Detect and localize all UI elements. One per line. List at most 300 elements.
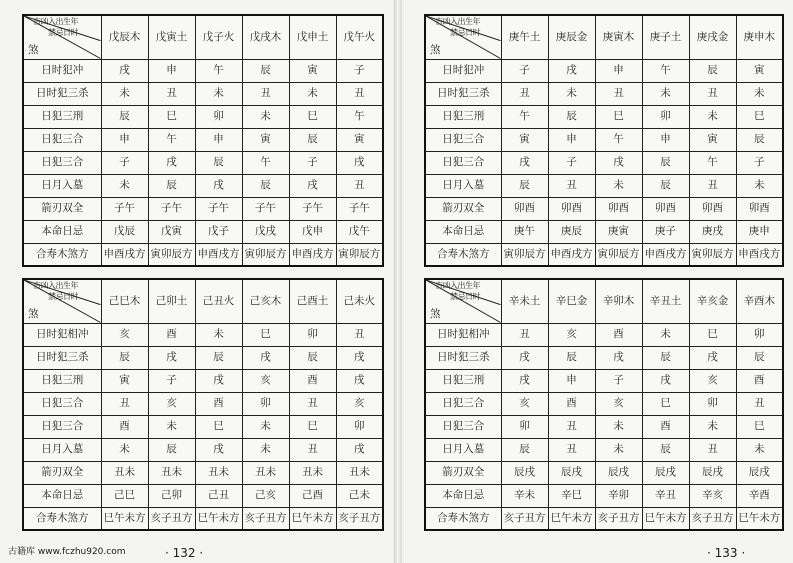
table-cell: 未 (642, 82, 689, 105)
column-header: 庚戌金 (689, 15, 736, 59)
table-cell: 丑 (689, 82, 736, 105)
header-row (425, 279, 783, 323)
column-header: 庚辰金 (548, 15, 595, 59)
table-cell: 未 (101, 82, 148, 105)
table-cell: 戌 (336, 151, 383, 174)
table-cell: 午 (689, 151, 736, 174)
table-cell: 巳午未方 (642, 507, 689, 530)
table-cell: 戌 (336, 438, 383, 461)
table-cell: 丑未 (289, 461, 336, 484)
row-label: 日时犯冲 (23, 59, 101, 82)
column-header: 戊午火 (336, 15, 383, 59)
table-cell: 戌 (595, 151, 642, 174)
table-cell: 寅卯辰方 (148, 243, 195, 266)
row-label: 本命日忌 (425, 220, 501, 243)
table-cell: 未 (195, 323, 242, 346)
table-row (23, 461, 383, 484)
table-cell: 卯酉 (501, 197, 548, 220)
table-cell: 午 (642, 59, 689, 82)
table-cell: 未 (195, 82, 242, 105)
column-header: 戊辰木 (101, 15, 148, 59)
table-cell: 寅 (289, 59, 336, 82)
table-cell: 戌 (548, 59, 595, 82)
table-cell: 丑 (101, 392, 148, 415)
table-cell: 申 (148, 59, 195, 82)
row-label: 本命日忌 (425, 484, 501, 507)
table-cell: 戌 (148, 346, 195, 369)
row-label: 日时犯三杀 (425, 346, 501, 369)
table-row (425, 220, 783, 243)
table-cell: 戊寅 (148, 220, 195, 243)
page-number-left: · 132 · (165, 546, 204, 560)
table-cell: 丑 (289, 438, 336, 461)
table-cell: 丑 (501, 82, 548, 105)
table-cell: 辰 (101, 105, 148, 128)
row-label: 本命日忌 (23, 484, 101, 507)
row-label: 日月入墓 (425, 438, 501, 461)
row-label: 合寿木煞方 (425, 507, 501, 530)
table-row (23, 220, 383, 243)
table-cell: 巳 (148, 105, 195, 128)
table-cell: 丑 (336, 323, 383, 346)
table-row (425, 243, 783, 266)
table-cell: 丑 (548, 174, 595, 197)
table-cell: 己卯 (148, 484, 195, 507)
table-row (425, 484, 783, 507)
header-label-bottom: 煞 (28, 43, 39, 56)
table-cell: 丑 (736, 392, 783, 415)
table-row (23, 128, 383, 151)
header-label-mid: 禁忌日时 (48, 292, 78, 301)
table-cell: 子午 (242, 197, 289, 220)
table-cell: 庚寅 (595, 220, 642, 243)
diagonal-header-cell (23, 15, 101, 59)
row-label: 日犯三合 (23, 151, 101, 174)
footer-site-text: 古籍库 www.fczhu920.com (8, 547, 126, 557)
table-cell: 辰 (548, 346, 595, 369)
row-label: 日时犯三杀 (23, 346, 101, 369)
table-row (425, 128, 783, 151)
page-number-right: · 133 · (707, 546, 746, 560)
table-row (23, 197, 383, 220)
diagonal-header-cell (23, 279, 101, 323)
table-cell: 丑未 (242, 461, 289, 484)
table-cell: 亥子丑方 (501, 507, 548, 530)
table-cell: 丑 (501, 323, 548, 346)
diagonal-header-cell (425, 279, 501, 323)
table-cell: 辛卯 (595, 484, 642, 507)
row-label: 合寿木煞方 (425, 243, 501, 266)
table-cell: 午 (242, 151, 289, 174)
header-label-top: 吉凶入出生年 (33, 281, 78, 290)
table-cell: 戌 (289, 174, 336, 197)
table-cell: 辰 (501, 174, 548, 197)
column-header: 己亥木 (242, 279, 289, 323)
table-cell: 子午 (336, 197, 383, 220)
table-row (23, 105, 383, 128)
table-cell: 子 (595, 369, 642, 392)
column-header: 辛酉木 (736, 279, 783, 323)
column-header: 庚子土 (642, 15, 689, 59)
table-cell: 戌 (501, 346, 548, 369)
row-label: 日时犯冲 (425, 59, 501, 82)
table-cell: 亥 (101, 323, 148, 346)
table-cell: 寅 (336, 128, 383, 151)
table-cell: 未 (595, 415, 642, 438)
table-cell: 寅卯辰方 (595, 243, 642, 266)
table-cell: 戌 (501, 369, 548, 392)
table-cell: 酉 (289, 369, 336, 392)
table-cell: 午 (501, 105, 548, 128)
table-cell: 庚子 (642, 220, 689, 243)
table-cell: 己巳 (101, 484, 148, 507)
table-cell: 寅卯辰方 (689, 243, 736, 266)
table-cell: 亥 (242, 369, 289, 392)
column-header: 辛巳金 (548, 279, 595, 323)
table-cell: 未 (689, 105, 736, 128)
left-page (0, 0, 394, 563)
table-cell: 丑 (336, 82, 383, 105)
table-cell: 戊辰 (101, 220, 148, 243)
book-gutter (394, 0, 402, 563)
table-row (425, 392, 783, 415)
table-cell: 未 (242, 105, 289, 128)
table-cell: 丑 (148, 82, 195, 105)
table-cell: 亥 (548, 323, 595, 346)
table-cell: 子 (289, 151, 336, 174)
table-cell: 巳 (595, 105, 642, 128)
table-cell: 辰 (242, 59, 289, 82)
table-cell: 卯酉 (548, 197, 595, 220)
table-cell: 庚午 (501, 220, 548, 243)
right-page (402, 0, 793, 563)
table-cell: 子午 (101, 197, 148, 220)
table-cell: 卯酉 (595, 197, 642, 220)
header-row (23, 15, 383, 59)
table-cell: 辰 (289, 128, 336, 151)
table-cell: 己未 (336, 484, 383, 507)
table-cell: 辛酉 (736, 484, 783, 507)
table-cell: 申 (595, 59, 642, 82)
column-header: 己酉土 (289, 279, 336, 323)
table-cell: 丑未 (148, 461, 195, 484)
table-cell: 辰 (736, 346, 783, 369)
table-cell: 辰 (736, 128, 783, 151)
header-label-mid: 禁忌日时 (450, 28, 480, 37)
table-cell: 巳午未方 (289, 507, 336, 530)
table-cell: 辰 (148, 438, 195, 461)
row-label: 日犯三合 (23, 392, 101, 415)
row-label: 日犯三合 (425, 128, 501, 151)
table-cell: 未 (101, 438, 148, 461)
table-cell: 卯 (501, 415, 548, 438)
table-cell: 未 (242, 415, 289, 438)
row-label: 合寿木煞方 (23, 243, 101, 266)
table-xin (424, 278, 784, 531)
table-cell: 卯 (336, 415, 383, 438)
column-header: 辛丑土 (642, 279, 689, 323)
diagonal-header-cell (425, 15, 501, 59)
row-label: 合寿木煞方 (23, 507, 101, 530)
table-cell: 巳午未方 (101, 507, 148, 530)
table-cell: 辰戌 (642, 461, 689, 484)
table-cell: 酉 (548, 392, 595, 415)
table-cell: 丑 (548, 438, 595, 461)
table-row (425, 369, 783, 392)
table-cell: 丑 (689, 438, 736, 461)
row-label: 日犯三刑 (425, 369, 501, 392)
table-cell: 辰 (642, 151, 689, 174)
header-label-mid: 禁忌日时 (450, 292, 480, 301)
header-row (425, 15, 783, 59)
table-cell: 巳午未方 (736, 507, 783, 530)
table-cell: 未 (689, 415, 736, 438)
table-cell: 辛未 (501, 484, 548, 507)
table-cell: 卯 (736, 323, 783, 346)
row-label: 日月入墓 (23, 174, 101, 197)
table-cell: 申酉戌方 (195, 243, 242, 266)
row-label: 箭刃双全 (23, 461, 101, 484)
row-label: 日犯三刑 (425, 105, 501, 128)
table-row (425, 197, 783, 220)
row-label: 箭刃双全 (23, 197, 101, 220)
column-header: 戊子火 (195, 15, 242, 59)
table-cell: 辛巳 (548, 484, 595, 507)
table-cell: 未 (736, 174, 783, 197)
table-row (425, 82, 783, 105)
header-label-top: 吉凶入出生年 (435, 281, 480, 290)
table-cell: 未 (595, 174, 642, 197)
table-cell: 巳 (242, 323, 289, 346)
table-cell: 酉 (736, 369, 783, 392)
table-cell: 辰戌 (736, 461, 783, 484)
table-cell: 亥子丑方 (148, 507, 195, 530)
table-cell: 戌 (195, 174, 242, 197)
table-wu (22, 14, 384, 267)
table-cell: 寅 (736, 59, 783, 82)
table-cell: 申 (548, 369, 595, 392)
table-row (23, 323, 383, 346)
table-cell: 寅卯辰方 (242, 243, 289, 266)
table-cell: 辰 (548, 105, 595, 128)
table-cell: 未 (736, 438, 783, 461)
table-row (425, 151, 783, 174)
table-cell: 亥 (595, 392, 642, 415)
table-cell: 子 (336, 59, 383, 82)
table-cell: 戌 (501, 151, 548, 174)
table-cell: 戌 (689, 346, 736, 369)
table-cell: 子午 (289, 197, 336, 220)
table-cell: 寅 (242, 128, 289, 151)
table-cell: 庚申 (736, 220, 783, 243)
row-label: 日月入墓 (23, 438, 101, 461)
column-header: 己未火 (336, 279, 383, 323)
table-cell: 辰戌 (595, 461, 642, 484)
table-cell: 辰 (642, 174, 689, 197)
table-cell: 戌 (242, 346, 289, 369)
table-row (23, 243, 383, 266)
table-cell: 戊戌 (242, 220, 289, 243)
table-cell: 辰 (642, 346, 689, 369)
row-label: 日时犯三杀 (425, 82, 501, 105)
row-label: 箭刃双全 (425, 197, 501, 220)
column-header: 庚申木 (736, 15, 783, 59)
table-cell: 寅 (689, 128, 736, 151)
row-label: 日月入墓 (425, 174, 501, 197)
table-cell: 未 (289, 82, 336, 105)
table-cell: 辰 (195, 151, 242, 174)
table-cell: 申酉戌方 (289, 243, 336, 266)
table-row (425, 461, 783, 484)
table-cell: 亥子丑方 (689, 507, 736, 530)
table-cell: 卯酉 (642, 197, 689, 220)
table-cell: 戊午 (336, 220, 383, 243)
table-cell: 戌 (336, 369, 383, 392)
table-cell: 午 (148, 128, 195, 151)
table-cell: 戌 (195, 369, 242, 392)
table-cell: 卯 (289, 323, 336, 346)
column-header: 庚寅木 (595, 15, 642, 59)
table-cell: 申 (195, 128, 242, 151)
table-cell: 丑未 (195, 461, 242, 484)
table-cell: 申 (548, 128, 595, 151)
table-cell: 庚辰 (548, 220, 595, 243)
table-cell: 巳 (289, 415, 336, 438)
table-cell: 己丑 (195, 484, 242, 507)
table-cell: 子 (101, 151, 148, 174)
table-cell: 辰 (289, 346, 336, 369)
table-cell: 酉 (595, 323, 642, 346)
table-cell: 申酉戌方 (736, 243, 783, 266)
column-header: 戊寅土 (148, 15, 195, 59)
table-cell: 庚戌 (689, 220, 736, 243)
table-cell: 丑 (289, 392, 336, 415)
table-cell: 寅卯辰方 (501, 243, 548, 266)
table-row (425, 105, 783, 128)
table-cell: 未 (101, 174, 148, 197)
table-cell: 卯 (689, 392, 736, 415)
table-cell: 子 (548, 151, 595, 174)
table-cell: 申酉戌方 (548, 243, 595, 266)
table-cell: 辰戌 (689, 461, 736, 484)
table-cell: 寅 (501, 128, 548, 151)
table-cell: 戌 (595, 346, 642, 369)
table-cell: 辰 (148, 174, 195, 197)
table-cell: 午 (595, 128, 642, 151)
table-cell: 未 (642, 323, 689, 346)
table-row (425, 438, 783, 461)
table-cell: 丑 (242, 82, 289, 105)
table-row (23, 507, 383, 530)
table-cell: 卯 (195, 105, 242, 128)
table-cell: 辰 (501, 438, 548, 461)
table-row (425, 346, 783, 369)
table-cell: 巳 (195, 415, 242, 438)
table-cell: 卯酉 (736, 197, 783, 220)
row-label: 日犯三刑 (23, 369, 101, 392)
table-cell: 酉 (195, 392, 242, 415)
table-cell: 戌 (148, 151, 195, 174)
table-cell: 戌 (195, 438, 242, 461)
table-row (23, 369, 383, 392)
table-cell: 戊子 (195, 220, 242, 243)
table-cell: 戌 (336, 346, 383, 369)
table-cell: 酉 (642, 415, 689, 438)
table-cell: 子午 (148, 197, 195, 220)
column-header: 己巳木 (101, 279, 148, 323)
row-label: 日犯三合 (23, 128, 101, 151)
table-cell: 亥 (336, 392, 383, 415)
table-cell: 辛丑 (642, 484, 689, 507)
table-cell: 辰 (195, 346, 242, 369)
table-cell: 卯 (642, 105, 689, 128)
table-row (23, 392, 383, 415)
table-row (23, 484, 383, 507)
row-label: 日犯三刑 (23, 105, 101, 128)
table-cell: 辰 (642, 438, 689, 461)
column-header: 辛卯木 (595, 279, 642, 323)
row-label: 箭刃双全 (425, 461, 501, 484)
table-cell: 巳 (736, 105, 783, 128)
table-row (23, 174, 383, 197)
row-label: 本命日忌 (23, 220, 101, 243)
table-cell: 卯酉 (689, 197, 736, 220)
table-cell: 戊申 (289, 220, 336, 243)
table-cell: 子 (148, 369, 195, 392)
row-label: 日犯三合 (425, 392, 501, 415)
table-cell: 寅卯辰方 (336, 243, 383, 266)
table-cell: 卯 (242, 392, 289, 415)
table-cell: 亥 (689, 369, 736, 392)
table-cell: 午 (336, 105, 383, 128)
table-cell: 己酉 (289, 484, 336, 507)
table-cell: 子 (736, 151, 783, 174)
table-cell: 午 (195, 59, 242, 82)
table-cell: 申酉戌方 (101, 243, 148, 266)
table-cell: 辰 (689, 59, 736, 82)
table-cell: 丑 (595, 82, 642, 105)
table-cell: 丑 (548, 415, 595, 438)
table-cell: 寅 (101, 369, 148, 392)
row-label: 日时犯三杀 (23, 82, 101, 105)
column-header: 戊戌木 (242, 15, 289, 59)
row-label: 日时犯相冲 (23, 323, 101, 346)
header-row (23, 279, 383, 323)
table-cell: 巳 (736, 415, 783, 438)
header-label-bottom: 煞 (28, 307, 39, 320)
table-cell: 酉 (101, 415, 148, 438)
table-cell: 未 (148, 415, 195, 438)
table-geng (424, 14, 784, 267)
table-cell: 戌 (101, 59, 148, 82)
table-cell: 辛亥 (689, 484, 736, 507)
column-header: 辛亥金 (689, 279, 736, 323)
table-row (425, 59, 783, 82)
header-label-top: 吉凶入出生年 (435, 17, 480, 26)
row-label: 日犯三合 (425, 415, 501, 438)
table-cell: 辰戌 (501, 461, 548, 484)
table-cell: 未 (736, 82, 783, 105)
table-cell: 亥子丑方 (242, 507, 289, 530)
table-row (425, 323, 783, 346)
header-label-bottom: 煞 (430, 43, 441, 56)
table-cell: 巳 (689, 323, 736, 346)
table-cell: 子午 (195, 197, 242, 220)
header-label-bottom: 煞 (430, 307, 441, 320)
row-label: 日时犯相冲 (425, 323, 501, 346)
column-header: 戊申土 (289, 15, 336, 59)
column-header: 己丑火 (195, 279, 242, 323)
